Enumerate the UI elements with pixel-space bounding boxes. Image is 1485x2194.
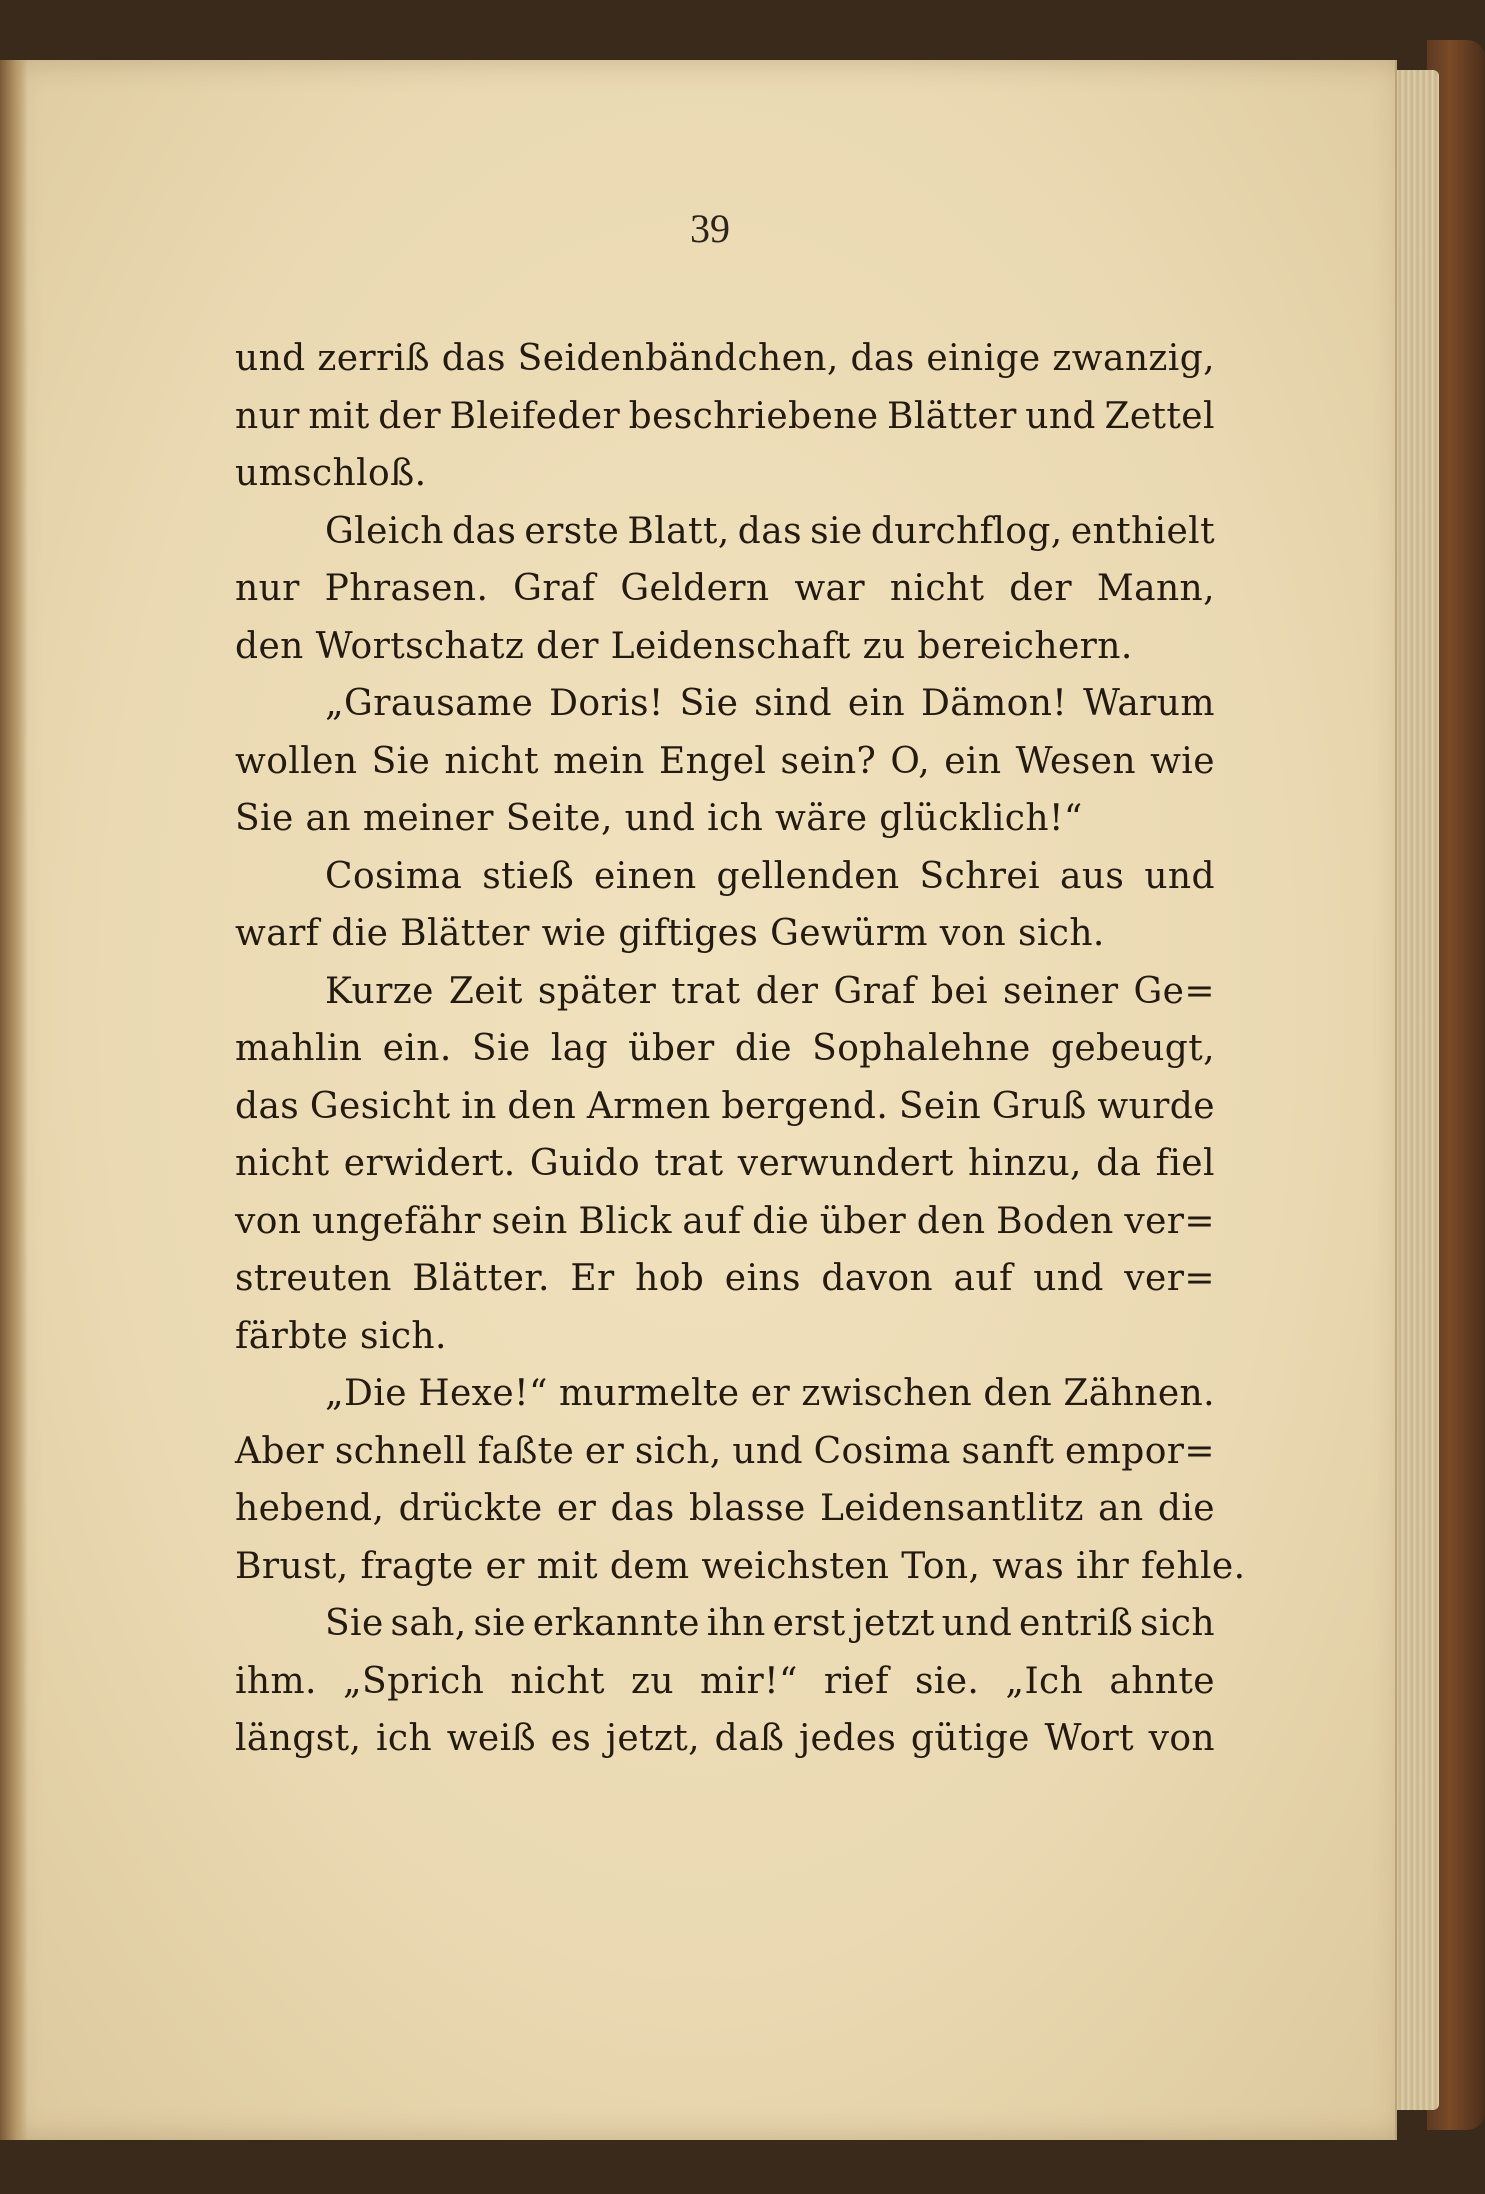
text-line: nicht erwidert. Guido trat verwundert hinzu, da fiel (235, 1143, 1215, 1184)
text-line: und zerriß das Seidenbändchen, das einige zwanzig, (235, 338, 1215, 379)
text-line: längst, ich weiß es jetzt, daß jedes gütige Wort von (235, 1718, 1215, 1759)
text-line: wollen Sie nicht mein Engel sein? O, ein Wesen wie (235, 740, 1215, 782)
text-line: nur mit der Bleifeder beschriebene Blätter und Zettel (235, 395, 1215, 437)
text-line: Brust, fragte er mit dem weichsten Ton, was ihr fehle. (235, 1545, 1246, 1587)
text-line: Cosima stieß einen gellenden Schrei aus und (325, 855, 1215, 897)
text-line: nur Phrasen. Graf Geldern war nicht der Mann, (235, 568, 1215, 609)
text-line: Gleich das erste Blatt, das sie durchflog, enthielt (325, 510, 1215, 552)
text-line: Kurze Zeit später trat der Graf bei seiner Ge= (325, 970, 1215, 1012)
text-line: Aber schnell faßte er sich, und Cosima sanft empor= (235, 1430, 1215, 1472)
text-line: streuten Blätter. Er hob eins davon auf und ver= (235, 1258, 1215, 1299)
page-gutter (0, 60, 28, 2140)
text-line: färbte sich. (235, 1315, 447, 1357)
text-line: Sie sah, sie erkannte ihn erst jetzt und entriß sich (325, 1603, 1215, 1644)
text-line: das Gesicht in den Armen bergend. Sein Gruß wurde (235, 1085, 1215, 1127)
text-line: von ungefähr sein Blick auf die über den Boden ver= (235, 1200, 1215, 1242)
text-line: mahlin ein. Sie lag über die Sophalehne gebeugt, (235, 1028, 1215, 1069)
text-line: ihm. „Sprich nicht zu mir!“ rief sie. „Ich ahnte (235, 1660, 1215, 1702)
text-line: umschloß. (235, 453, 427, 494)
text-line: hebend, drückte er das blasse Leidensantlitz an die (235, 1488, 1215, 1529)
body-text (235, 330, 1246, 1768)
text-line: warf die Blätter wie giftiges Gewürm von sich. (235, 913, 1105, 954)
text-line: „Die Hexe!“ murmelte er zwischen den Zähnen. (325, 1373, 1215, 1414)
text-line: Sie an meiner Seite, und ich wäre glücklich!“ (235, 798, 1083, 839)
text-line: den Wortschatz der Leidenschaft zu bereichern. (235, 625, 1133, 667)
text-line: „Grausame Doris! Sie sind ein Dämon! Warum (325, 683, 1215, 724)
page-number: 39 (690, 206, 730, 251)
